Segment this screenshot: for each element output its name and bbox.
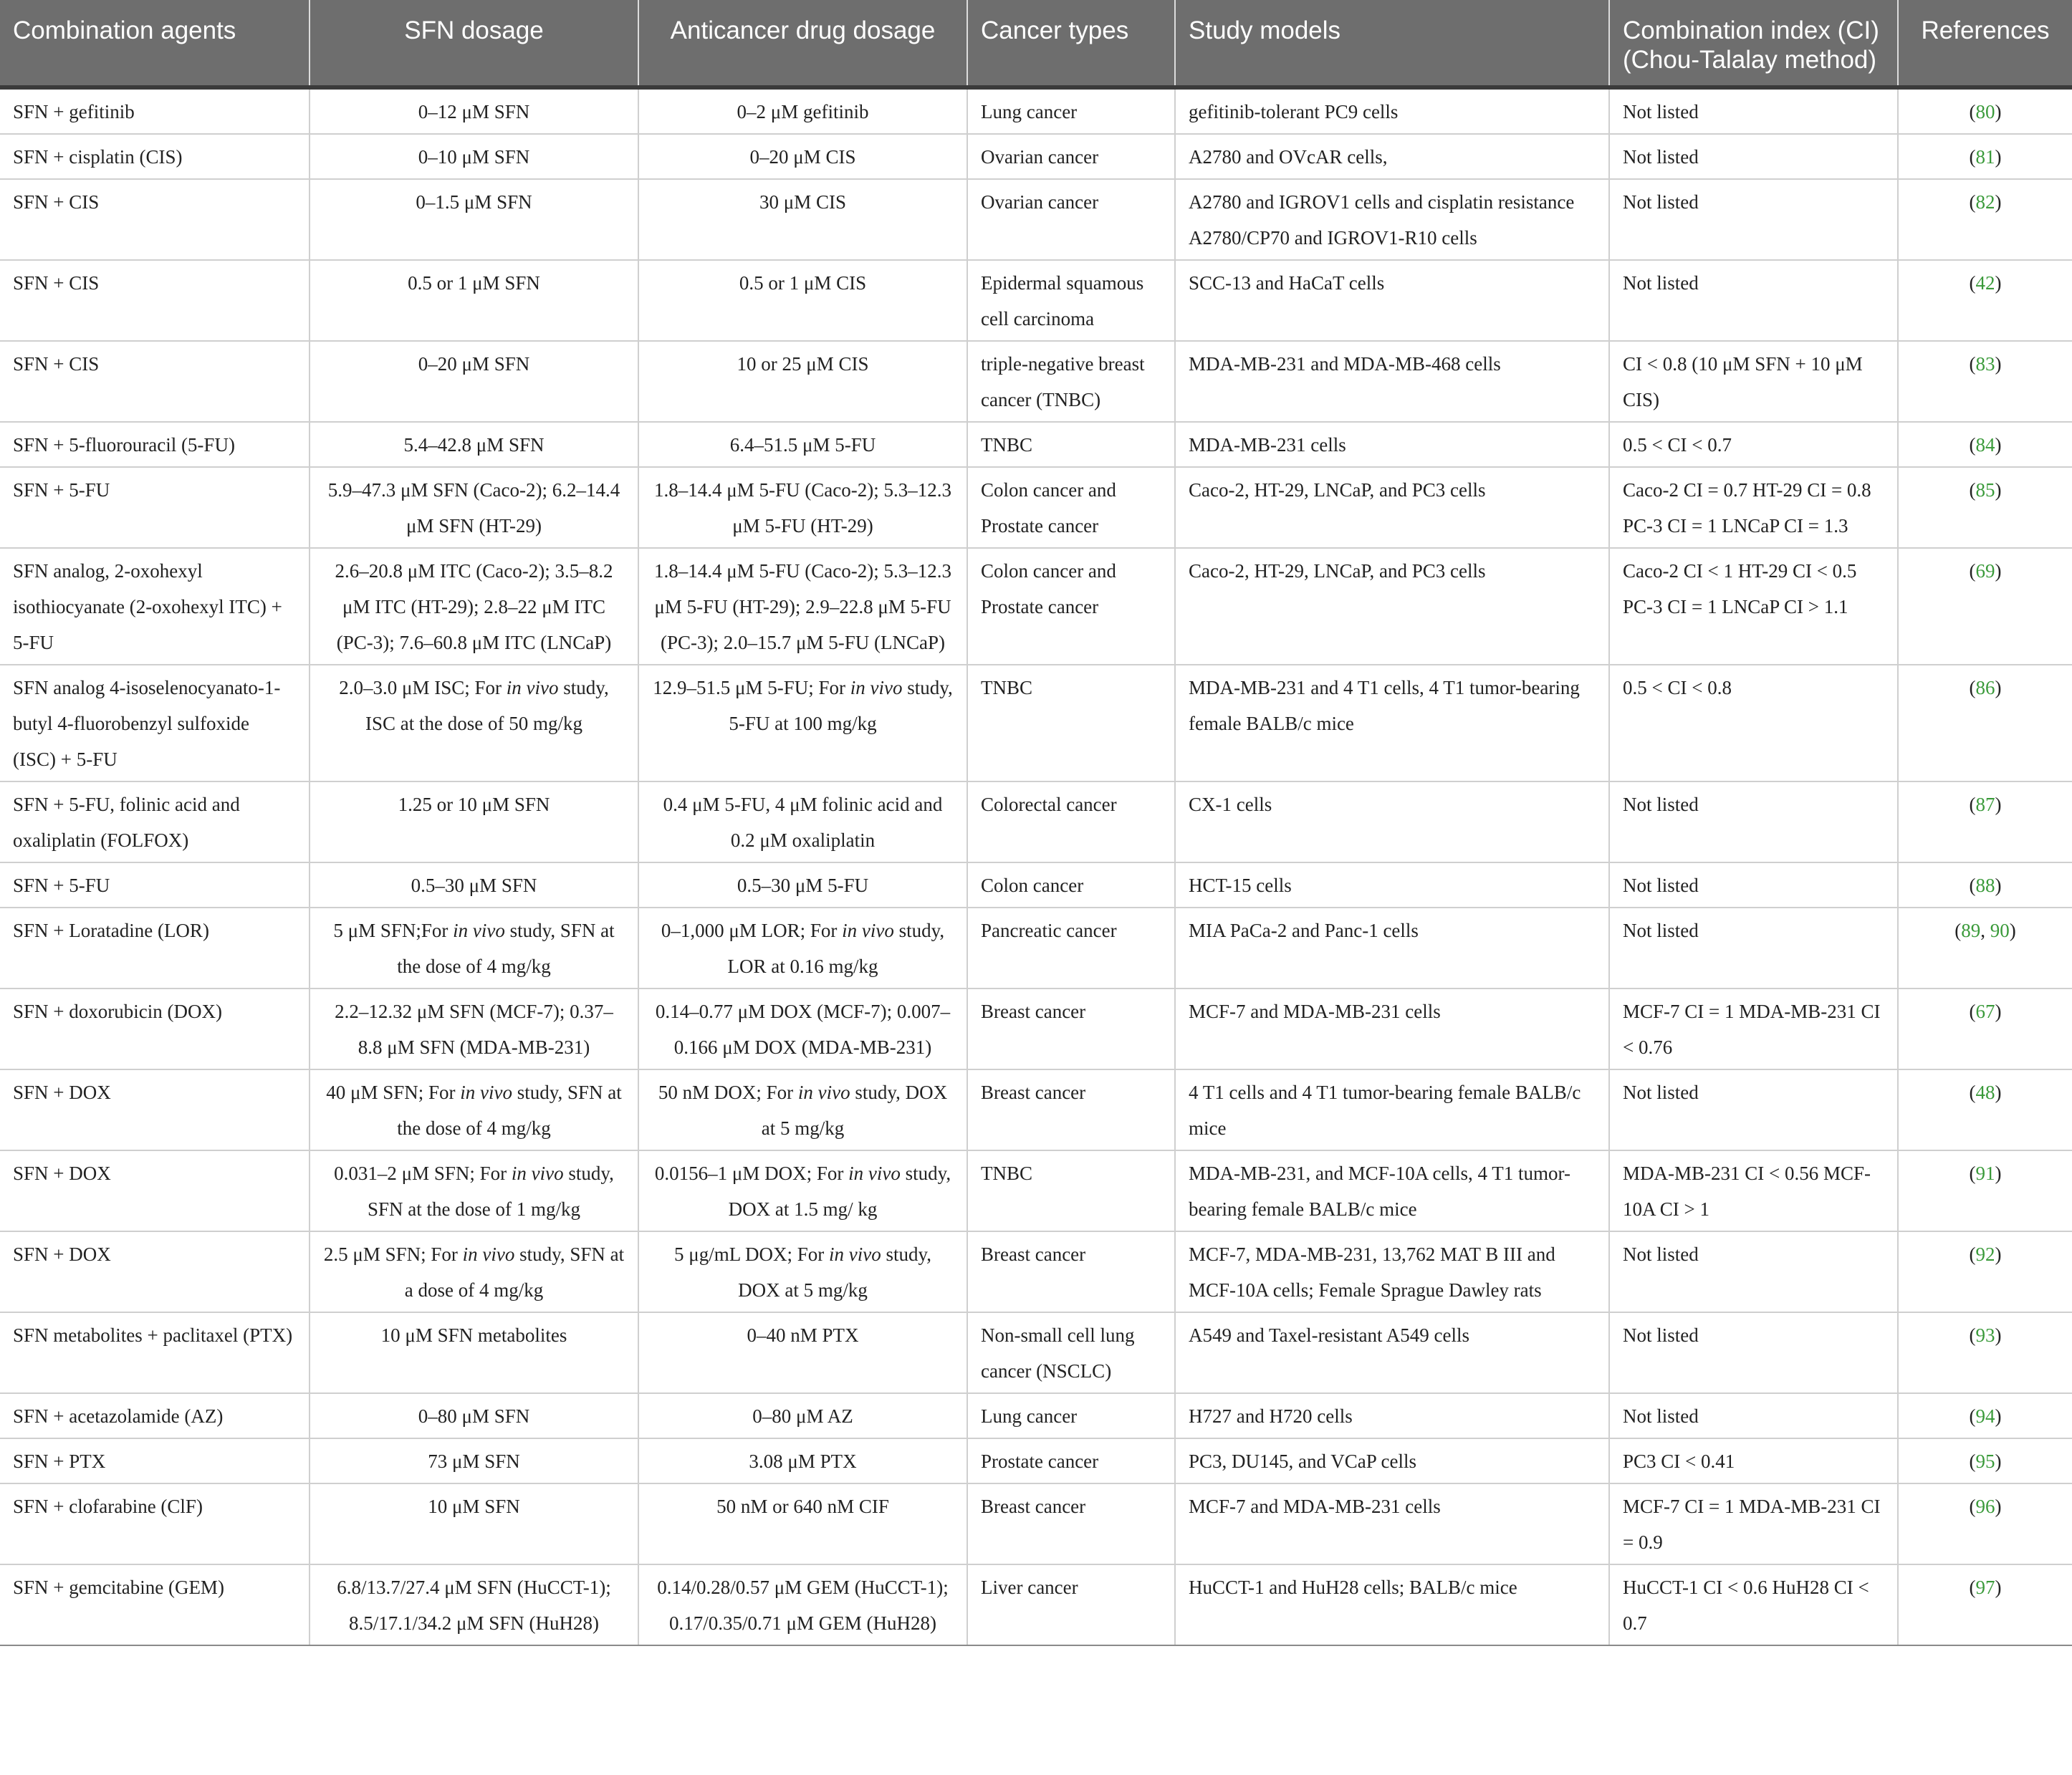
cell-cancer-type: Ovarian cancer <box>967 134 1175 179</box>
cell-combination-index: Not listed <box>1609 87 1898 134</box>
cell-sfn-dosage: 10 μM SFN metabolites <box>310 1312 638 1393</box>
cell-combination-agents: SFN + acetazolamide (AZ) <box>0 1393 310 1438</box>
reference-link[interactable]: 90 <box>1990 920 2010 941</box>
cell-combination-index: Not listed <box>1609 1393 1898 1438</box>
cell-references: (85) <box>1898 467 2072 548</box>
cell-sfn-dosage: 2.0–3.0 μM ISC; For in vivo study, ISC at the dose of 50 mg/kg <box>310 665 638 781</box>
cell-combination-agents: SFN + gefitinib <box>0 87 310 134</box>
cell-combination-index: Not listed <box>1609 908 1898 988</box>
cell-sfn-dosage: 2.2–12.32 μM SFN (MCF-7); 0.37–8.8 μM SFN (MDA-MB-231) <box>310 988 638 1069</box>
cell-cancer-type: triple-negative breast cancer (TNBC) <box>967 341 1175 422</box>
table-row <box>0 1312 2072 1393</box>
header-anticancer-drug-dosage: Anticancer drug dosage <box>638 0 967 87</box>
cell-combination-agents: SFN metabolites + paclitaxel (PTX) <box>0 1312 310 1393</box>
cell-combination-index: 0.5 < CI < 0.7 <box>1609 422 1898 467</box>
cell-combination-index: MCF-7 CI = 1 MDA-MB-231 CI = 0.9 <box>1609 1483 1898 1564</box>
cell-cancer-type: TNBC <box>967 665 1175 781</box>
cell-anticancer-drug-dosage: 50 nM DOX; For in vivo study, DOX at 5 mg/kg <box>638 1069 967 1150</box>
cell-anticancer-drug-dosage: 0.4 μM 5-FU, 4 μM folinic acid and 0.2 μM oxaliplatin <box>638 781 967 862</box>
cell-cancer-type: Lung cancer <box>967 87 1175 134</box>
table-row <box>0 862 2072 908</box>
cell-combination-agents: SFN + CIS <box>0 341 310 422</box>
cell-combination-agents: SFN + doxorubicin (DOX) <box>0 988 310 1069</box>
cell-combination-index: MDA-MB-231 CI < 0.56 MCF-10A CI > 1 <box>1609 1150 1898 1231</box>
cell-combination-agents: SFN + 5-FU <box>0 467 310 548</box>
table-row <box>0 665 2072 781</box>
cell-combination-agents: SFN + DOX <box>0 1150 310 1231</box>
cell-combination-index: PC3 CI < 0.41 <box>1609 1438 1898 1483</box>
cell-references: (86) <box>1898 665 2072 781</box>
cell-sfn-dosage: 0.5 or 1 μM SFN <box>310 260 638 341</box>
reference-link[interactable]: 87 <box>1975 794 1995 815</box>
cell-anticancer-drug-dosage: 0–80 μM AZ <box>638 1393 967 1438</box>
cell-sfn-dosage: 10 μM SFN <box>310 1483 638 1564</box>
cell-study-model: MDA-MB-231, and MCF-10A cells, 4 T1 tumor-bearing female BALB/c mice <box>1175 1150 1609 1231</box>
cell-references: (95) <box>1898 1438 2072 1483</box>
cell-study-model: A2780 and IGROV1 cells and cisplatin resistance A2780/CP70 and IGROV1-R10 cells <box>1175 179 1609 260</box>
reference-link[interactable]: 82 <box>1975 191 1995 213</box>
cell-references: (84) <box>1898 422 2072 467</box>
reference-link[interactable]: 85 <box>1975 479 1995 501</box>
reference-link[interactable]: 69 <box>1975 560 1995 582</box>
cell-combination-index: Not listed <box>1609 1069 1898 1150</box>
cell-study-model: HuCCT-1 and HuH28 cells; BALB/c mice <box>1175 1564 1609 1645</box>
cell-sfn-dosage: 6.8/13.7/27.4 μM SFN (HuCCT-1); 8.5/17.1/34.2 μM SFN (HuH28) <box>310 1564 638 1645</box>
header-sfn-dosage: SFN dosage <box>310 0 638 87</box>
reference-link[interactable]: 81 <box>1975 146 1995 168</box>
cell-cancer-type: Non-small cell lung cancer (NSCLC) <box>967 1312 1175 1393</box>
cell-cancer-type: Pancreatic cancer <box>967 908 1175 988</box>
table-row <box>0 1564 2072 1645</box>
cell-cancer-type: Lung cancer <box>967 1393 1175 1438</box>
cell-combination-index: Not listed <box>1609 179 1898 260</box>
cell-sfn-dosage: 0–20 μM SFN <box>310 341 638 422</box>
cell-combination-agents: SFN + DOX <box>0 1069 310 1150</box>
cell-sfn-dosage: 5.4–42.8 μM SFN <box>310 422 638 467</box>
reference-link[interactable]: 88 <box>1975 875 1995 896</box>
cell-references: (42) <box>1898 260 2072 341</box>
cell-anticancer-drug-dosage: 0–40 nM PTX <box>638 1312 967 1393</box>
cell-study-model: A2780 and OVcAR cells, <box>1175 134 1609 179</box>
cell-sfn-dosage: 73 μM SFN <box>310 1438 638 1483</box>
cell-sfn-dosage: 5 μM SFN;For in vivo study, SFN at the dose of 4 mg/kg <box>310 908 638 988</box>
table-row <box>0 1150 2072 1231</box>
reference-link[interactable]: 86 <box>1975 677 1995 698</box>
cell-combination-agents: SFN + Loratadine (LOR) <box>0 908 310 988</box>
cell-cancer-type: Breast cancer <box>967 1483 1175 1564</box>
cell-combination-agents: SFN + 5-fluorouracil (5-FU) <box>0 422 310 467</box>
cell-sfn-dosage: 2.5 μM SFN; For in vivo study, SFN at a dose of 4 mg/kg <box>310 1231 638 1312</box>
table-row <box>0 1393 2072 1438</box>
table-row <box>0 1483 2072 1564</box>
cell-references: (93) <box>1898 1312 2072 1393</box>
cell-combination-index: Not listed <box>1609 1231 1898 1312</box>
cell-anticancer-drug-dosage: 12.9–51.5 μM 5-FU; For in vivo study, 5-FU at 100 mg/kg <box>638 665 967 781</box>
cell-study-model: Caco-2, HT-29, LNCaP, and PC3 cells <box>1175 548 1609 665</box>
table-row <box>0 467 2072 548</box>
cell-study-model: MCF-7 and MDA-MB-231 cells <box>1175 1483 1609 1564</box>
cell-combination-agents: SFN + CIS <box>0 179 310 260</box>
cell-combination-agents: SFN + CIS <box>0 260 310 341</box>
cell-combination-agents: SFN + 5-FU <box>0 862 310 908</box>
cell-combination-index: Not listed <box>1609 260 1898 341</box>
header-references: References <box>1898 0 2072 87</box>
reference-link[interactable]: 84 <box>1975 434 1995 456</box>
cell-cancer-type: Colon cancer and Prostate cancer <box>967 548 1175 665</box>
cell-combination-index: Caco-2 CI < 1 HT-29 CI < 0.5 PC-3 CI = 1 LNCaP CI > 1.1 <box>1609 548 1898 665</box>
cell-cancer-type: Breast cancer <box>967 1069 1175 1150</box>
cell-sfn-dosage: 0.5–30 μM SFN <box>310 862 638 908</box>
reference-link[interactable]: 89 <box>1961 920 1981 941</box>
cell-study-model: SCC-13 and HaCaT cells <box>1175 260 1609 341</box>
cell-cancer-type: Epidermal squamous cell carcinoma <box>967 260 1175 341</box>
reference-link[interactable]: 97 <box>1975 1577 1995 1598</box>
cell-study-model: PC3, DU145, and VCaP cells <box>1175 1438 1609 1483</box>
cell-anticancer-drug-dosage: 0–1,000 μM LOR; For in vivo study, LOR at 0.16 mg/kg <box>638 908 967 988</box>
header-combination-index: Combination index (CI) (Chou-Talalay method) <box>1609 0 1898 87</box>
cell-cancer-type: Breast cancer <box>967 988 1175 1069</box>
cell-sfn-dosage: 0.031–2 μM SFN; For in vivo study, SFN at the dose of 1 mg/kg <box>310 1150 638 1231</box>
cell-anticancer-drug-dosage: 0.14–0.77 μM DOX (MCF-7); 0.007–0.166 μM DOX (MDA-MB-231) <box>638 988 967 1069</box>
cell-anticancer-drug-dosage: 0.0156–1 μM DOX; For in vivo study, DOX at 1.5 mg/ kg <box>638 1150 967 1231</box>
reference-link[interactable]: 80 <box>1975 101 1995 122</box>
cell-anticancer-drug-dosage: 0.5–30 μM 5-FU <box>638 862 967 908</box>
table-row <box>0 134 2072 179</box>
table-row <box>0 422 2072 467</box>
reference-link[interactable]: 67 <box>1975 1001 1995 1022</box>
cell-anticancer-drug-dosage: 0.14/0.28/0.57 μM GEM (HuCCT-1); 0.17/0.35/0.71 μM GEM (HuH28) <box>638 1564 967 1645</box>
cell-references: (69) <box>1898 548 2072 665</box>
cell-sfn-dosage: 0–1.5 μM SFN <box>310 179 638 260</box>
cell-anticancer-drug-dosage: 50 nM or 640 nM CIF <box>638 1483 967 1564</box>
table-row <box>0 1231 2072 1312</box>
table-row <box>0 1069 2072 1150</box>
cell-sfn-dosage: 1.25 or 10 μM SFN <box>310 781 638 862</box>
cell-study-model: gefitinib-tolerant PC9 cells <box>1175 87 1609 134</box>
cell-combination-index: Caco-2 CI = 0.7 HT-29 CI = 0.8 PC-3 CI = 1 LNCaP CI = 1.3 <box>1609 467 1898 548</box>
cell-references: (81) <box>1898 134 2072 179</box>
header-combination-agents: Combination agents <box>0 0 310 87</box>
cell-study-model: 4 T1 cells and 4 T1 tumor-bearing female BALB/c mice <box>1175 1069 1609 1150</box>
cell-study-model: MDA-MB-231 and 4 T1 cells, 4 T1 tumor-bearing female BALB/c mice <box>1175 665 1609 781</box>
cell-study-model: MCF-7, MDA-MB-231, 13,762 MAT B III and MCF-10A cells; Female Sprague Dawley rats <box>1175 1231 1609 1312</box>
cell-cancer-type: Colon cancer <box>967 862 1175 908</box>
cell-combination-agents: SFN + PTX <box>0 1438 310 1483</box>
table-row <box>0 908 2072 988</box>
cell-references: (96) <box>1898 1483 2072 1564</box>
cell-references: (67) <box>1898 988 2072 1069</box>
cell-combination-index: MCF-7 CI = 1 MDA-MB-231 CI < 0.76 <box>1609 988 1898 1069</box>
cell-sfn-dosage: 40 μM SFN; For in vivo study, SFN at the dose of 4 mg/kg <box>310 1069 638 1150</box>
cell-anticancer-drug-dosage: 30 μM CIS <box>638 179 967 260</box>
cell-references: (89, 90) <box>1898 908 2072 988</box>
cell-anticancer-drug-dosage: 1.8–14.4 μM 5-FU (Caco-2); 5.3–12.3 μM 5-FU (HT-29); 2.9–22.8 μM 5-FU (PC-3); 2.0–15.7 μM 5-FU (LNCaP) <box>638 548 967 665</box>
reference-link[interactable]: 42 <box>1975 272 1995 294</box>
cell-anticancer-drug-dosage: 3.08 μM PTX <box>638 1438 967 1483</box>
cell-study-model: A549 and Taxel-resistant A549 cells <box>1175 1312 1609 1393</box>
cell-combination-agents: SFN analog, 2-oxohexyl isothiocyanate (2-oxohexyl ITC) + 5-FU <box>0 548 310 665</box>
table-row <box>0 179 2072 260</box>
cell-references: (83) <box>1898 341 2072 422</box>
cell-study-model: MDA-MB-231 cells <box>1175 422 1609 467</box>
table-body <box>0 87 2072 1645</box>
cell-anticancer-drug-dosage: 0.5 or 1 μM CIS <box>638 260 967 341</box>
cell-study-model: H727 and H720 cells <box>1175 1393 1609 1438</box>
cell-combination-index: Not listed <box>1609 1312 1898 1393</box>
cell-cancer-type: Prostate cancer <box>967 1438 1175 1483</box>
cell-references: (88) <box>1898 862 2072 908</box>
cell-cancer-type: Breast cancer <box>967 1231 1175 1312</box>
table-row <box>0 781 2072 862</box>
cell-study-model: MCF-7 and MDA-MB-231 cells <box>1175 988 1609 1069</box>
cell-combination-agents: SFN + gemcitabine (GEM) <box>0 1564 310 1645</box>
cell-combination-index: Not listed <box>1609 134 1898 179</box>
cell-references: (87) <box>1898 781 2072 862</box>
cell-study-model: CX-1 cells <box>1175 781 1609 862</box>
header-row <box>0 0 2072 87</box>
cell-combination-index: HuCCT-1 CI < 0.6 HuH28 CI < 0.7 <box>1609 1564 1898 1645</box>
cell-cancer-type: TNBC <box>967 422 1175 467</box>
cell-combination-index: Not listed <box>1609 862 1898 908</box>
table-row <box>0 548 2072 665</box>
cell-study-model: MDA-MB-231 and MDA-MB-468 cells <box>1175 341 1609 422</box>
cell-combination-index: Not listed <box>1609 781 1898 862</box>
table-row <box>0 341 2072 422</box>
table-row <box>0 87 2072 134</box>
cell-anticancer-drug-dosage: 0–2 μM gefitinib <box>638 87 967 134</box>
cell-study-model: MIA PaCa-2 and Panc-1 cells <box>1175 908 1609 988</box>
cell-sfn-dosage: 0–80 μM SFN <box>310 1393 638 1438</box>
reference-link[interactable]: 95 <box>1975 1451 1995 1472</box>
cell-anticancer-drug-dosage: 6.4–51.5 μM 5-FU <box>638 422 967 467</box>
reference-link[interactable]: 83 <box>1975 353 1995 375</box>
cell-combination-index: CI < 0.8 (10 μM SFN + 10 μM CIS) <box>1609 341 1898 422</box>
cell-cancer-type: Liver cancer <box>967 1564 1175 1645</box>
cell-anticancer-drug-dosage: 10 or 25 μM CIS <box>638 341 967 422</box>
cell-combination-agents: SFN + 5-FU, folinic acid and oxaliplatin (FOLFOX) <box>0 781 310 862</box>
cell-study-model: HCT-15 cells <box>1175 862 1609 908</box>
cell-anticancer-drug-dosage: 1.8–14.4 μM 5-FU (Caco-2); 5.3–12.3 μM 5-FU (HT-29) <box>638 467 967 548</box>
cell-references: (82) <box>1898 179 2072 260</box>
table-row <box>0 988 2072 1069</box>
cell-cancer-type: TNBC <box>967 1150 1175 1231</box>
cell-combination-index: 0.5 < CI < 0.8 <box>1609 665 1898 781</box>
cell-references: (48) <box>1898 1069 2072 1150</box>
cell-combination-agents: SFN + cisplatin (CIS) <box>0 134 310 179</box>
reference-link[interactable]: 48 <box>1975 1082 1995 1103</box>
table-row <box>0 260 2072 341</box>
cell-anticancer-drug-dosage: 5 μg/mL DOX; For in vivo study, DOX at 5 mg/kg <box>638 1231 967 1312</box>
cell-cancer-type: Colorectal cancer <box>967 781 1175 862</box>
cell-references: (80) <box>1898 87 2072 134</box>
reference-link[interactable]: 94 <box>1975 1405 1995 1427</box>
reference-link[interactable]: 91 <box>1975 1163 1995 1184</box>
cell-references: (97) <box>1898 1564 2072 1645</box>
header-study-models: Study models <box>1175 0 1609 87</box>
header-cancer-types: Cancer types <box>967 0 1175 87</box>
cell-study-model: Caco-2, HT-29, LNCaP, and PC3 cells <box>1175 467 1609 548</box>
table-row <box>0 1438 2072 1483</box>
cell-sfn-dosage: 0–12 μM SFN <box>310 87 638 134</box>
cell-references: (94) <box>1898 1393 2072 1438</box>
cell-sfn-dosage: 2.6–20.8 μM ITC (Caco-2); 3.5–8.2 μM ITC (HT-29); 2.8–22 μM ITC (PC-3); 7.6–60.8 μM ITC (LNCaP) <box>310 548 638 665</box>
cell-sfn-dosage: 0–10 μM SFN <box>310 134 638 179</box>
reference-link[interactable]: 93 <box>1975 1324 1995 1346</box>
cell-sfn-dosage: 5.9–47.3 μM SFN (Caco-2); 6.2–14.4 μM SFN (HT-29) <box>310 467 638 548</box>
cell-combination-agents: SFN + DOX <box>0 1231 310 1312</box>
cell-references: (92) <box>1898 1231 2072 1312</box>
cell-combination-agents: SFN + clofarabine (ClF) <box>0 1483 310 1564</box>
reference-link[interactable]: 96 <box>1975 1496 1995 1517</box>
cell-combination-agents: SFN analog 4-isoselenocyanato-1-butyl 4-fluorobenzyl sulfoxide (ISC) + 5-FU <box>0 665 310 781</box>
cell-references: (91) <box>1898 1150 2072 1231</box>
cell-cancer-type: Ovarian cancer <box>967 179 1175 260</box>
reference-link[interactable]: 92 <box>1975 1244 1995 1265</box>
cell-cancer-type: Colon cancer and Prostate cancer <box>967 467 1175 548</box>
cell-anticancer-drug-dosage: 0–20 μM CIS <box>638 134 967 179</box>
